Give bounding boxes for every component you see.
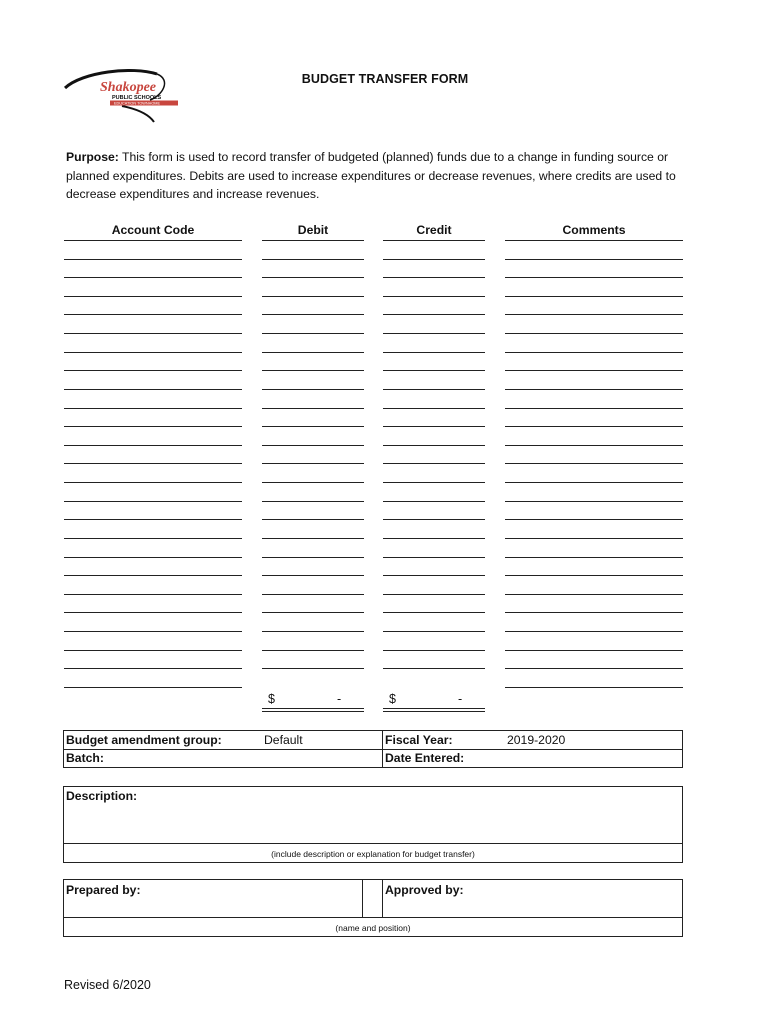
- debit-total-double-rule: [262, 708, 364, 712]
- account-code-entry-line[interactable]: [64, 314, 242, 315]
- purpose-text: This form is used to record transfer of budgeted (planned) funds due to a change in funding source or planned expenditures. Debits are used to increase expenditures or decrease revenues, where credits are used to decrease expenditures and increase revenues.: [66, 150, 676, 201]
- logo-subtext: PUBLIC SCHOOLS: [112, 95, 162, 101]
- debit-entry-line[interactable]: [262, 501, 364, 502]
- debit-entry-line[interactable]: [262, 650, 364, 651]
- account-code-entry-line[interactable]: [64, 594, 242, 595]
- column-header-debit: Debit: [297, 223, 329, 237]
- debit-entry-line[interactable]: [262, 612, 364, 613]
- credit-entry-line[interactable]: [383, 501, 485, 502]
- debit-entry-line[interactable]: [262, 668, 364, 669]
- comments-entry-line[interactable]: [505, 240, 683, 241]
- comments-entry-line[interactable]: [505, 575, 683, 576]
- purpose-label: Purpose:: [66, 150, 119, 164]
- credit-entry-line[interactable]: [383, 408, 485, 409]
- credit-entry-line[interactable]: [383, 557, 485, 558]
- comments-entry-line[interactable]: [505, 445, 683, 446]
- comments-entry-line[interactable]: [505, 296, 683, 297]
- budget-amendment-group-label: Budget amendment group:: [66, 733, 222, 747]
- comments-entry-line[interactable]: [505, 314, 683, 315]
- account-code-entry-line[interactable]: [64, 650, 242, 651]
- account-code-entry-line[interactable]: [64, 631, 242, 632]
- approved-by-field[interactable]: Approved by:: [385, 883, 464, 897]
- credit-entry-line[interactable]: [383, 445, 485, 446]
- credit-entry-line[interactable]: [383, 389, 485, 390]
- account-code-entry-line[interactable]: [64, 612, 242, 613]
- credit-entry-line[interactable]: [383, 631, 485, 632]
- comments-entry-line[interactable]: [505, 687, 683, 688]
- debit-entry-line[interactable]: [262, 352, 364, 353]
- account-code-entry-line[interactable]: [64, 259, 242, 260]
- debit-entry-line[interactable]: [262, 575, 364, 576]
- account-code-entry-line[interactable]: [64, 296, 242, 297]
- comments-entry-line[interactable]: [505, 501, 683, 502]
- debit-entry-line[interactable]: [262, 259, 364, 260]
- logo-text: Shakopee: [100, 80, 156, 95]
- comments-entry-line[interactable]: [505, 668, 683, 669]
- credit-entry-line[interactable]: [383, 482, 485, 483]
- account-code-entry-line[interactable]: [64, 408, 242, 409]
- credit-entry-line[interactable]: [383, 463, 485, 464]
- comments-entry-line[interactable]: [505, 594, 683, 595]
- comments-entry-line[interactable]: [505, 426, 683, 427]
- fiscal-year-field[interactable]: 2019-2020: [507, 733, 566, 747]
- description-note: (include description or explanation for budget transfer): [271, 849, 475, 859]
- comments-entry-line[interactable]: [505, 557, 683, 558]
- credit-entry-line[interactable]: [383, 575, 485, 576]
- comments-entry-line[interactable]: [505, 259, 683, 260]
- comments-entry-line[interactable]: [505, 408, 683, 409]
- debit-entry-line[interactable]: [262, 240, 364, 241]
- account-code-entry-line[interactable]: [64, 501, 242, 502]
- description-label: Description:: [66, 789, 138, 803]
- purpose-paragraph: [66, 148, 706, 204]
- account-code-entry-line[interactable]: [64, 668, 242, 669]
- credit-entry-line[interactable]: [383, 370, 485, 371]
- credit-entry-line[interactable]: [383, 240, 485, 241]
- credit-entry-line[interactable]: [383, 333, 485, 334]
- comments-entry-line[interactable]: [505, 463, 683, 464]
- debit-entry-line[interactable]: [262, 557, 364, 558]
- debit-total-symbol: $: [268, 692, 275, 706]
- column-header-account-code: Account Code: [111, 223, 195, 237]
- account-code-entry-line[interactable]: [64, 445, 242, 446]
- account-code-entry-line[interactable]: [64, 240, 242, 241]
- debit-entry-line[interactable]: [262, 314, 364, 315]
- account-code-entry-line[interactable]: [64, 519, 242, 520]
- debit-entry-line[interactable]: [262, 482, 364, 483]
- credit-total-symbol: $: [389, 692, 396, 706]
- credit-entry-line[interactable]: [383, 296, 485, 297]
- column-header-credit: Credit: [416, 223, 452, 237]
- signoff-note: (name and position): [335, 923, 411, 933]
- account-code-entry-line[interactable]: [64, 333, 242, 334]
- account-code-entry-line[interactable]: [64, 277, 242, 278]
- comments-entry-line[interactable]: [505, 352, 683, 353]
- fiscal-year-label: Fiscal Year:: [385, 733, 453, 747]
- debit-entry-line[interactable]: [262, 408, 364, 409]
- debit-total-value: -: [337, 692, 342, 706]
- signoff-divider: [63, 917, 683, 918]
- date-entered-label: Date Entered:: [385, 751, 465, 765]
- debit-entry-line[interactable]: [262, 389, 364, 390]
- credit-entry-line[interactable]: [383, 668, 485, 669]
- credit-entry-line[interactable]: [383, 314, 485, 315]
- comments-entry-line[interactable]: [505, 650, 683, 651]
- credit-entry-line[interactable]: [383, 538, 485, 539]
- credit-total-value: -: [458, 692, 463, 706]
- account-code-entry-line[interactable]: [64, 389, 242, 390]
- account-code-entry-line[interactable]: [64, 352, 242, 353]
- description-divider: [63, 843, 683, 844]
- info-column-divider: [382, 730, 383, 768]
- account-code-entry-line[interactable]: [64, 687, 242, 688]
- credit-entry-line[interactable]: [383, 519, 485, 520]
- comments-entry-line[interactable]: [505, 631, 683, 632]
- credit-entry-line[interactable]: [383, 650, 485, 651]
- credit-entry-line[interactable]: [383, 277, 485, 278]
- signoff-divider-right: [382, 879, 383, 917]
- logo-tagline: EDUCATION TOWNHOME: [114, 101, 160, 106]
- credit-entry-line[interactable]: [383, 259, 485, 260]
- debit-entry-line[interactable]: [262, 277, 364, 278]
- debit-entry-line[interactable]: [262, 370, 364, 371]
- credit-entry-line[interactable]: [383, 594, 485, 595]
- comments-entry-line[interactable]: [505, 370, 683, 371]
- credit-entry-line[interactable]: [383, 426, 485, 427]
- revised-date: Revised 6/2020: [64, 978, 151, 992]
- budget-amendment-group-field[interactable]: Default: [264, 733, 303, 747]
- comments-entry-line[interactable]: [505, 519, 683, 520]
- account-code-entry-line[interactable]: [64, 370, 242, 371]
- account-code-entry-line[interactable]: [64, 575, 242, 576]
- comments-entry-line[interactable]: [505, 538, 683, 539]
- comments-entry-line[interactable]: [505, 277, 683, 278]
- account-code-entry-line[interactable]: [64, 463, 242, 464]
- batch-label: Batch:: [66, 751, 104, 765]
- credit-entry-line[interactable]: [383, 352, 485, 353]
- comments-entry-line[interactable]: [505, 482, 683, 483]
- account-code-entry-line[interactable]: [64, 426, 242, 427]
- debit-entry-line[interactable]: [262, 631, 364, 632]
- debit-entry-line[interactable]: [262, 426, 364, 427]
- debit-entry-line[interactable]: [262, 463, 364, 464]
- account-code-entry-line[interactable]: [64, 557, 242, 558]
- comments-entry-line[interactable]: [505, 389, 683, 390]
- comments-entry-line[interactable]: [505, 612, 683, 613]
- info-divider: [63, 749, 683, 750]
- comments-entry-line[interactable]: [505, 333, 683, 334]
- credit-entry-line[interactable]: [383, 612, 485, 613]
- debit-entry-line[interactable]: [262, 538, 364, 539]
- debit-entry-line[interactable]: [262, 296, 364, 297]
- account-code-entry-line[interactable]: [64, 538, 242, 539]
- form-title: BUDGET TRANSFER FORM: [301, 72, 469, 86]
- prepared-by-field[interactable]: Prepared by:: [66, 883, 141, 897]
- debit-entry-line[interactable]: [262, 594, 364, 595]
- credit-total-double-rule: [383, 708, 485, 712]
- debit-entry-line[interactable]: [262, 333, 364, 334]
- debit-entry-line[interactable]: [262, 445, 364, 446]
- debit-entry-line[interactable]: [262, 519, 364, 520]
- account-code-entry-line[interactable]: [64, 482, 242, 483]
- signoff-divider-left: [362, 879, 363, 917]
- column-header-comments: Comments: [562, 223, 626, 237]
